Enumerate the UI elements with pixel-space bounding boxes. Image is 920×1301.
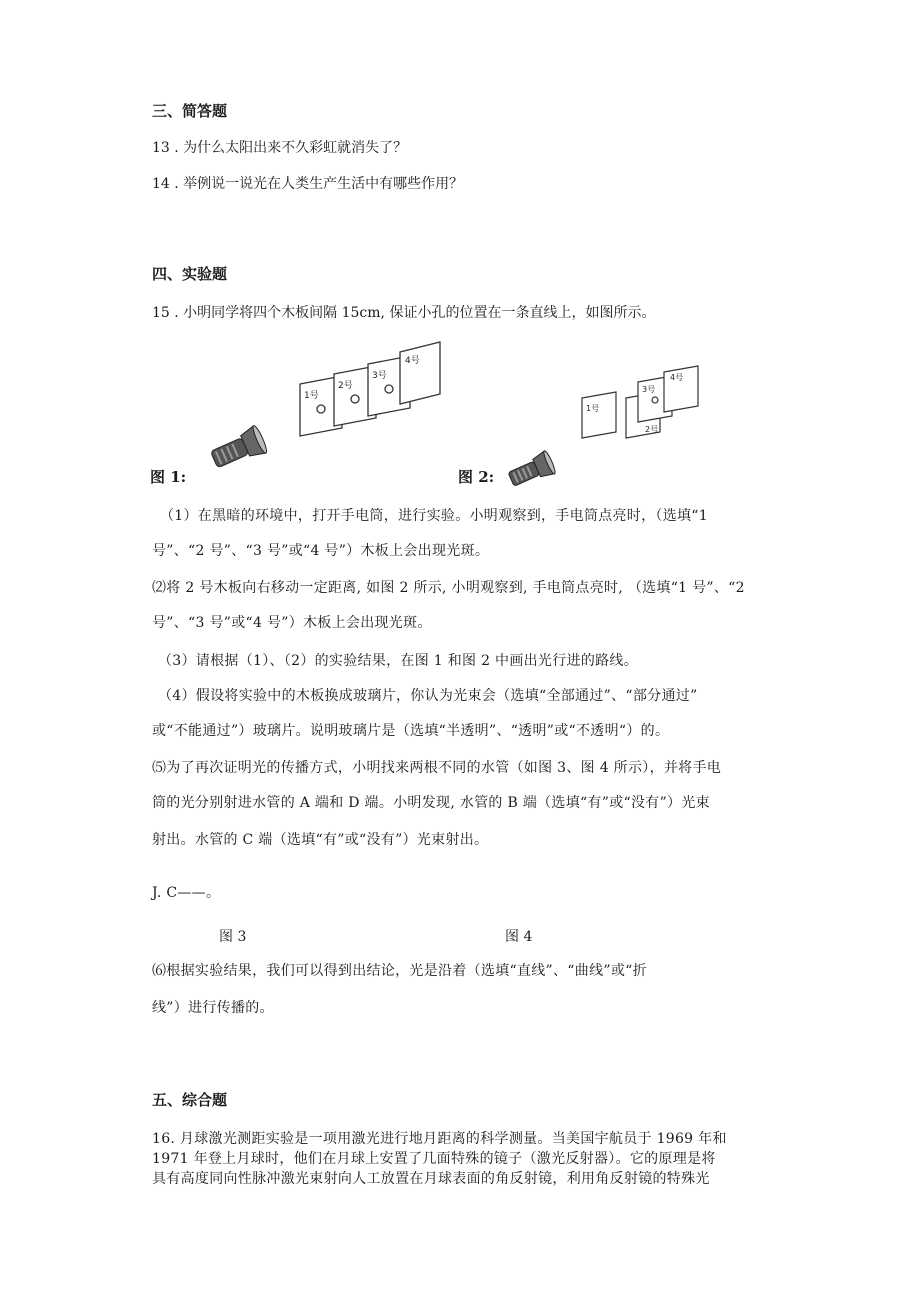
flashlight-icon	[506, 450, 557, 486]
figure-1-label: 图 1:	[150, 468, 187, 486]
board-2-label: 2号	[645, 425, 659, 434]
board-1-label: 1号	[586, 404, 600, 413]
board-4-label: 4号	[670, 373, 684, 382]
board-4	[400, 342, 440, 404]
figure-2-diagram	[500, 356, 710, 486]
sub-question-5-line-3: 射出。水管的 C 端（选填“有”或“没有”）光束射出。	[152, 832, 489, 848]
sub-question-1-line-1: （1）在黑暗的环境中，打开手电筒，进行实验。小明观察到，手电筒点亮时，（选填“1	[160, 508, 708, 524]
board-2-label: 2号	[338, 381, 353, 391]
board-1	[582, 392, 616, 438]
board-3-label: 3号	[372, 371, 387, 381]
sub-question-4-line-2: 或“不能通过”）玻璃片。说明玻璃片是（选填“半透明”、“透明”或“不透明“）的。	[152, 723, 670, 739]
question-16-line-1: 16. 月球激光测距实验是一项用激光进行地月距离的科学测量。当美国宇航员于 1969 年和	[152, 1131, 727, 1147]
question-16-line-2: 1971 年登上月球时，他们在月球上安置了几面特殊的镜子（激光反射器）。它的原理是将	[152, 1151, 716, 1167]
flashlight-icon	[208, 424, 269, 473]
figure-3-4-fragment: J. C——。	[152, 885, 221, 901]
section-4-title: 四、实验题	[152, 265, 228, 283]
board-3-label: 3号	[642, 385, 656, 394]
question-15: 15 . 小明同学将四个木板间隔 15cm, 保证小孔的位置在一条直线上，如图所示。	[152, 305, 656, 321]
board-1-label: 1号	[304, 391, 319, 401]
figure-1-diagram	[200, 336, 450, 486]
sub-question-6-line-1: ⑹根据实验结果，我们可以得到出结论，光是沿着（选填“直线”、“曲线”或“折	[152, 963, 647, 979]
sub-question-5-line-2: 筒的光分别射进水管的 A 端和 D 端。小明发现, 水管的 B 端（选填“有”或“没有”）光束	[152, 795, 710, 811]
section-3-title: 三、简答题	[152, 102, 228, 120]
sub-question-5-line-1: ⑸为了再次证明光的传播方式，小明找来两根不同的水管（如图 3、图 4 所示），并将手电	[152, 760, 722, 776]
figure-3-caption: 图 3	[219, 929, 247, 945]
question-16-line-3: 具有高度同向性脉冲激光束射向人工放置在月球表面的角反射镜，利用角反射镜的特殊光	[152, 1171, 710, 1187]
figure-2-label: 图 2:	[458, 468, 495, 486]
sub-question-2-line-1: ⑵将 2 号木板向右移动一定距离, 如图 2 所示, 小明观察到, 手电筒点亮时, （选填“1 号”、“2	[152, 580, 745, 596]
question-14: 14 . 举例说一说光在人类生产生活中有哪些作用？	[152, 176, 464, 192]
section-5-title: 五、综合题	[152, 1091, 228, 1109]
figure-4-caption: 图 4	[505, 929, 533, 945]
board-4-label: 4号	[405, 356, 420, 366]
sub-question-3: （3）请根据（1）、（2）的实验结果，在图 1 和图 2 中画出光行进的路线。	[158, 653, 639, 669]
sub-question-2-line-2: 号”、“3 号”或“4 号”）木板上会出现光斑。	[152, 615, 432, 631]
sub-question-1-line-2: 号”、“2 号”、“3 号”或“4 号”）木板上会出现光斑。	[152, 543, 490, 559]
sub-question-4-line-1: （4）假设将实验中的木板换成玻璃片，你认为光束会（选填“全部通过”、“部分通过”	[158, 688, 698, 704]
sub-question-6-line-2: 线”）进行传播的。	[152, 1000, 274, 1016]
question-13: 13 . 为什么太阳出来不久彩虹就消失了？	[152, 140, 408, 156]
